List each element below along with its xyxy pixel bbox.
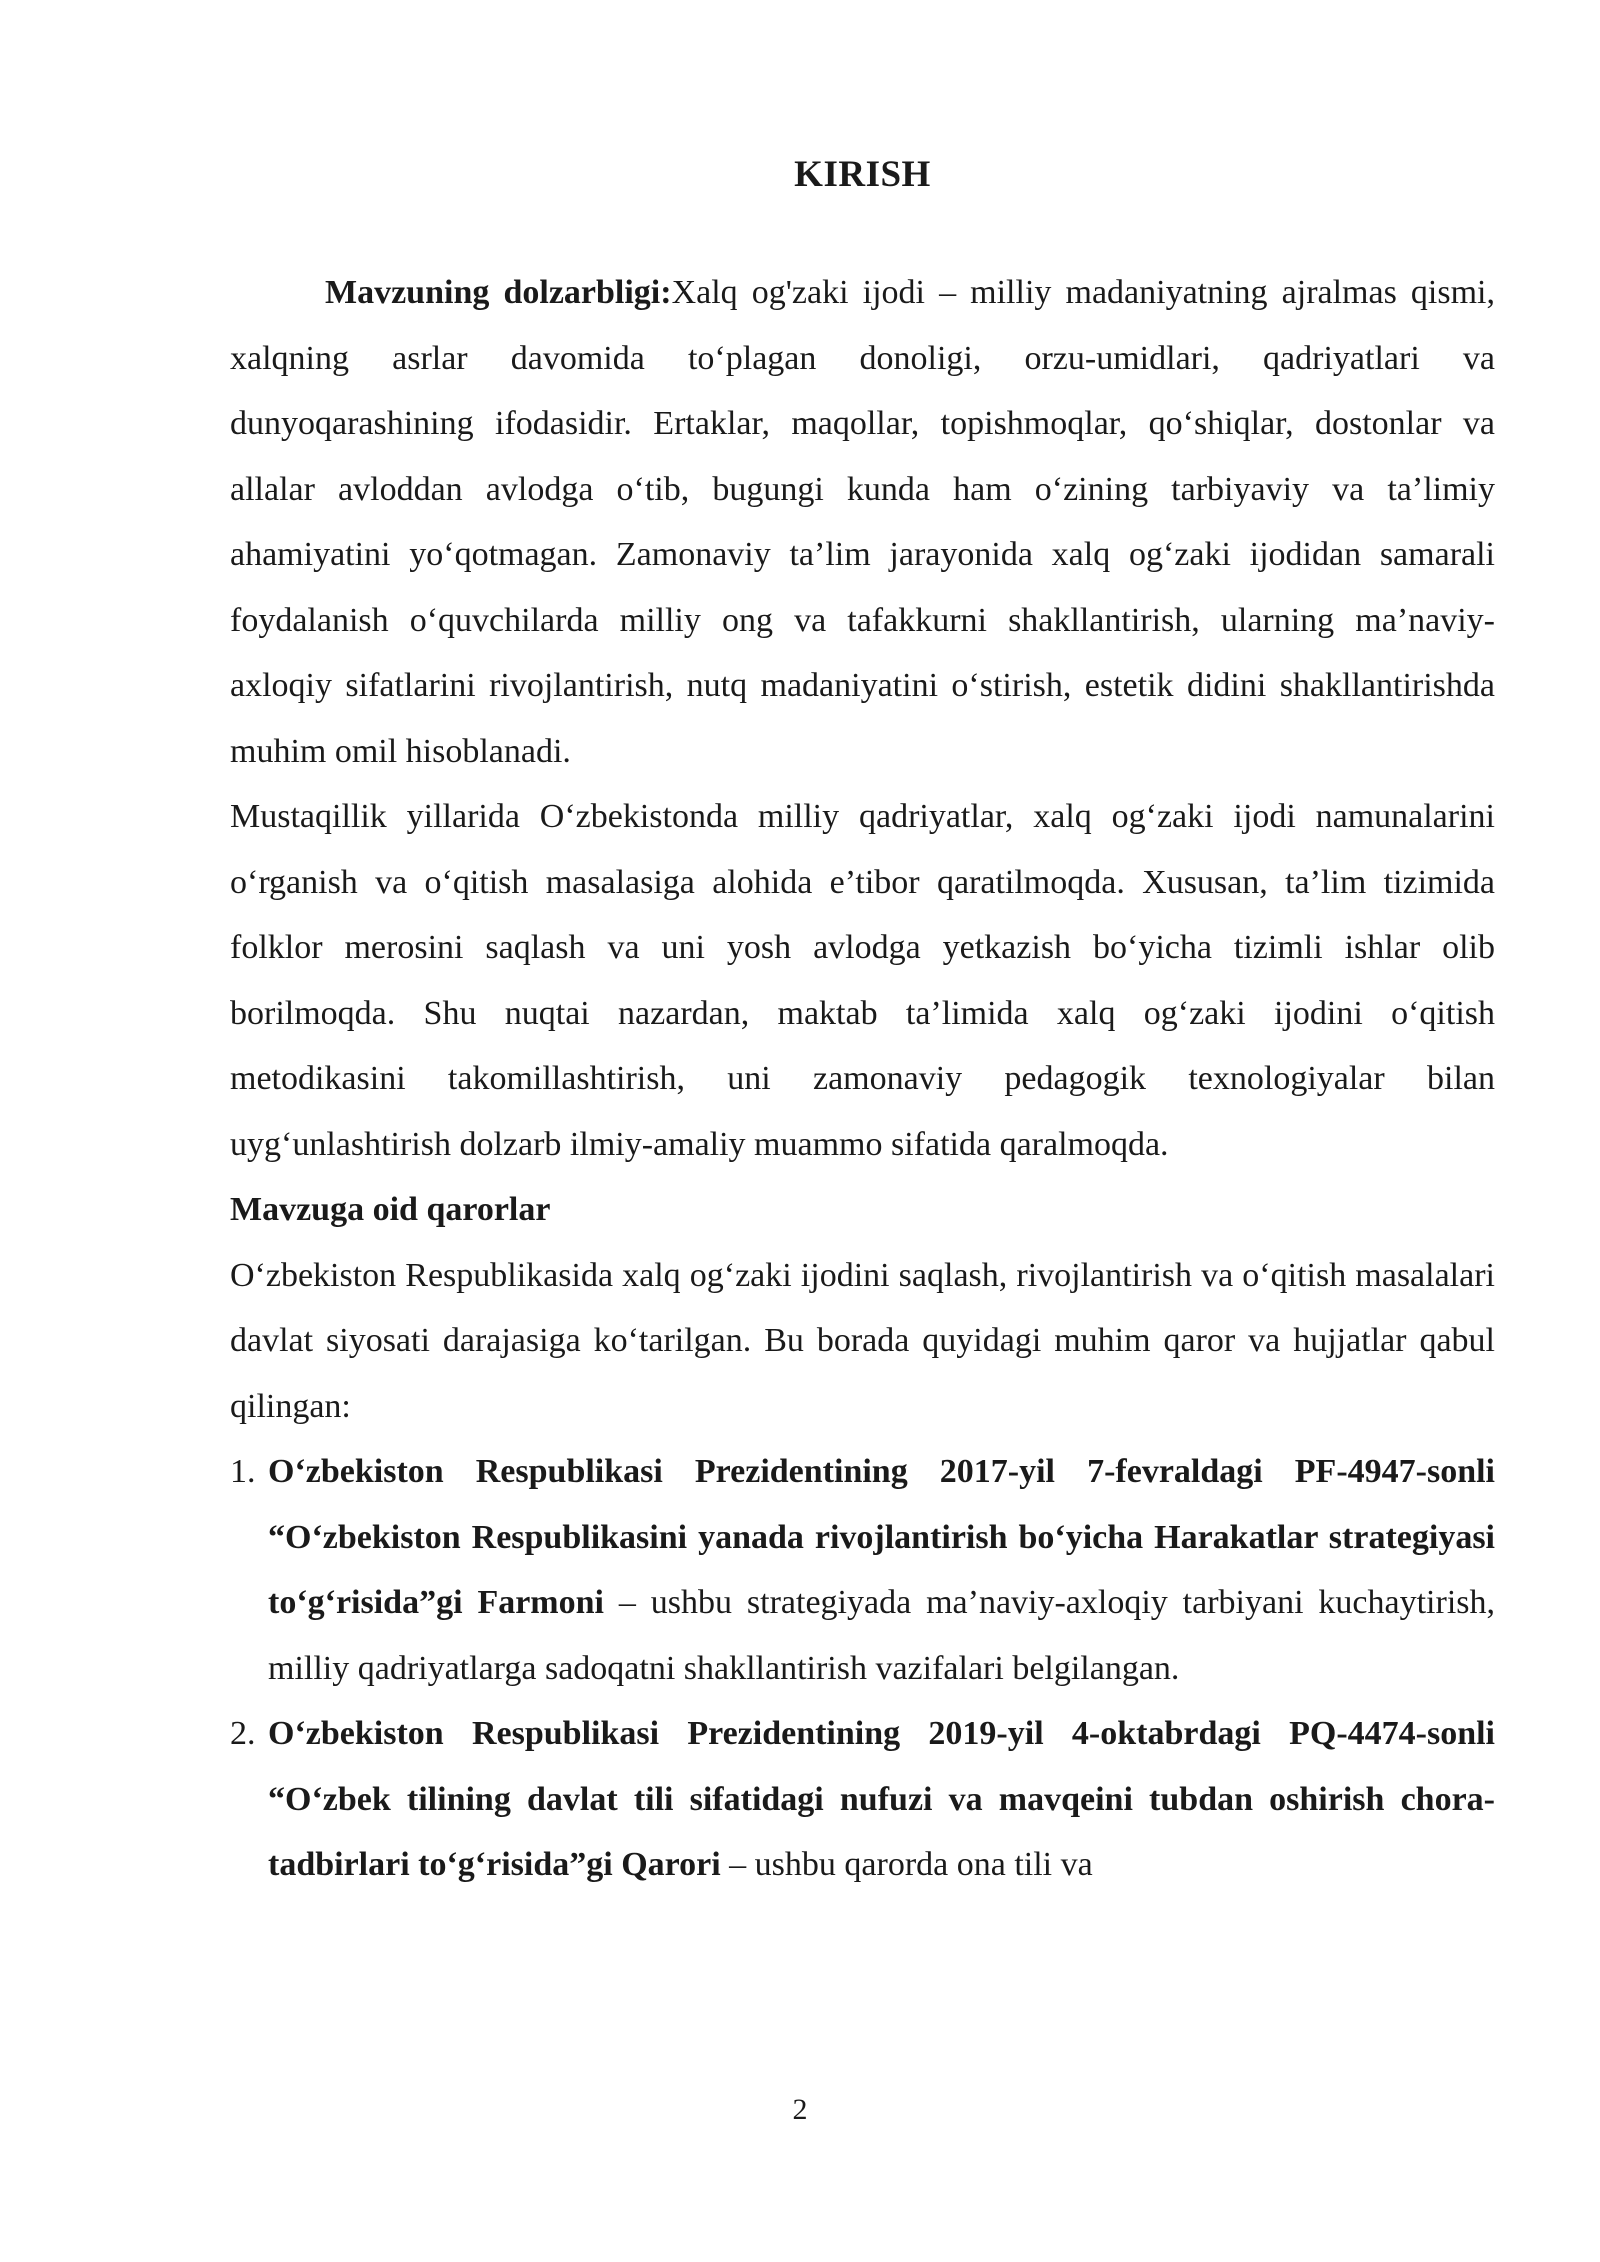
page-title: KIRISH: [794, 154, 931, 195]
decree-list: [230, 1439, 1495, 1898]
document-page: [230, 140, 1495, 2140]
decree-item-1: [230, 1439, 1495, 1701]
decree-title: O‘zbekiston Respublikasi Prezidentining 2019-yil 4-oktabrdagi PQ-4474-sonli “O‘zbek tilining davlat tili sifatidagi nufuzi va mavqeini tubdan oshirish chora-tadbirlari to‘g‘risida”gi Qarori: [268, 1715, 1495, 1883]
decree-number: 1.: [230, 1453, 256, 1490]
decree-description: – ushbu strategiyada ma’naviy-axloqiy tarbiyani kuchaytirish, milliy qadriyatlarga sadoqatni shakllantirish vazifalari belgilangan.: [268, 1584, 1496, 1687]
body-paragraph-2: Mustaqillik yillarida O‘zbekistonda milliy qadriyatlar, xalq og‘zaki ijodi namunalarini o‘rganish va o‘qitish masalasiga alohida e’tibor qaratilmoqda. Xususan, ta’lim tizimida folklor merosini saqlash va uni yosh avlodga yetkazish bo‘yicha tizimli ishlar olib borilmoqda. Shu nuqtai nazardan, maktab ta’limida xalq og‘zaki ijodini o‘qitish metodikasini takomillashtirish, uni zamonaviy pedagogik texnologiyalar bilan uyg‘unlashtirish dolzarb ilmiy-amaliy muammo sifatida qaralmoqda.: [230, 798, 1495, 1163]
decree-title: O‘zbekiston Respublikasi Prezidentining 2017-yil 7-fevraldagi PF-4947-sonli “O‘zbekiston Respublikasini yanada rivojlantirish bo‘yicha Harakatlar strategiyasi to‘g‘risida”gi Farmoni: [268, 1453, 1495, 1621]
decree-item-2: [230, 1701, 1495, 1898]
body-paragraph-3: O‘zbekiston Respublikasida xalq og‘zaki ijodini saqlash, rivojlantirish va o‘qitish masalalari davlat siyosati darajasiga ko‘tarilgan. Bu borada quyidagi muhim qaror va hujjatlar qabul qilingan:: [230, 1256, 1495, 1425]
page-number: 2: [792, 2093, 808, 2126]
intro-text: Xalq og'zaki ijodi – milliy madaniyatning ajralmas qismi, xalqning asrlar davomida to‘plagan donoligi, orzu-umidlari, qadriyatlari va dunyoqarashining ifodasidir. Ertaklar, maqollar, topishmoqlar, qo‘shiqlar, dostonlar va allalar avloddan avlodga o‘tib, bugungi kunda ham o‘zining tarbiyaviy va ta’limiy ahamiyatini yo‘qotmagan. Zamonaviy ta’lim jarayonida xalq og‘zaki ijodidan samarali foydalanish o‘quvchilarda milliy ong va tafakkurni shakllantirish, ularning ma’naviy-axloqiy sifatlarini rivojlantirish, nutq madaniyatini o‘stirish, estetik didini shakllantirishda muhim omil hisoblanadi.: [230, 274, 1495, 770]
decree-description: – ushbu qarorda ona tili va: [720, 1846, 1093, 1883]
section-heading: Mavzuga oid qarorlar: [230, 1191, 551, 1228]
intro-lead: Mavzuning dolzarbligi:: [325, 274, 672, 311]
intro-paragraph: [230, 260, 1495, 784]
decree-number: 2.: [230, 1715, 256, 1752]
